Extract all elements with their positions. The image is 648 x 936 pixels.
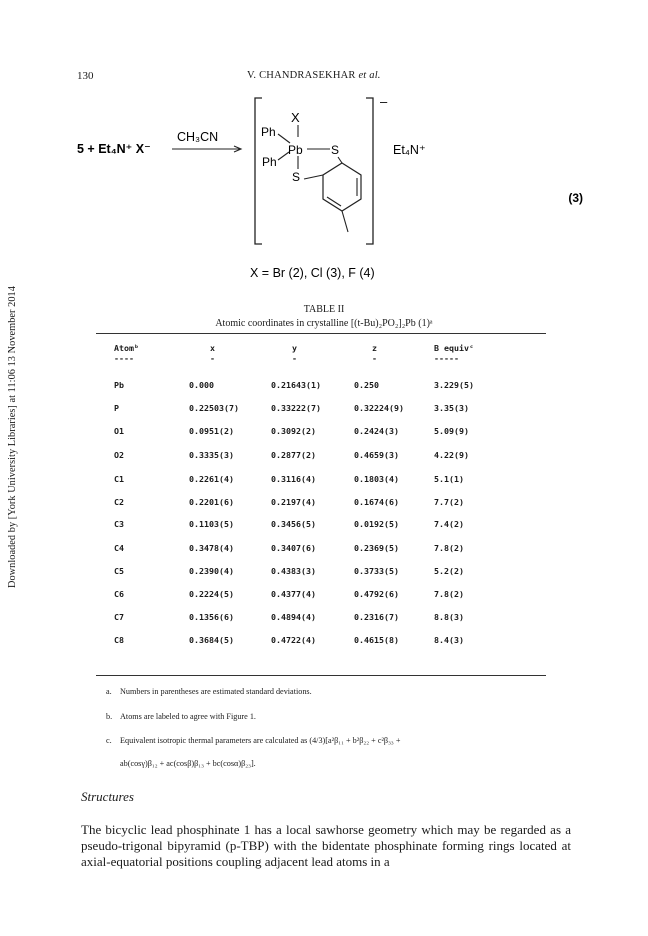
cell-y: 0.4377(4) bbox=[271, 589, 316, 599]
cell-atom: C4 bbox=[114, 543, 124, 553]
footnote-label: a. bbox=[106, 687, 112, 696]
section-heading: Structures bbox=[81, 789, 134, 804]
cell-b: 8.8(3) bbox=[434, 612, 464, 622]
cell-x: 0.2224(5) bbox=[189, 589, 234, 599]
footnote-label: b. bbox=[106, 712, 113, 721]
atom-x: X bbox=[291, 110, 300, 125]
cell-z: 0.2424(3) bbox=[354, 426, 399, 436]
bond-pb-ph-upper bbox=[278, 134, 290, 143]
cell-b: 5.09(9) bbox=[434, 426, 469, 436]
cell-x: 0.0951(2) bbox=[189, 426, 234, 436]
header-underline-atom: ---- bbox=[114, 353, 134, 363]
cell-b: 5.2(2) bbox=[434, 566, 464, 576]
table-header-underline-row bbox=[96, 353, 556, 365]
cell-y: 0.21643(1) bbox=[271, 380, 321, 390]
cell-atom: C5 bbox=[114, 566, 124, 576]
cell-atom: O2 bbox=[114, 450, 124, 460]
atom-ph-upper: Ph bbox=[261, 125, 276, 139]
anion-charge: – bbox=[380, 94, 388, 109]
header-underline-b: ----- bbox=[434, 353, 459, 363]
cell-x: 0.2261(4) bbox=[189, 474, 234, 484]
cell-z: 0.3733(5) bbox=[354, 566, 399, 576]
cell-y: 0.4894(4) bbox=[271, 612, 316, 622]
cell-b: 5.1(1) bbox=[434, 474, 464, 484]
cell-z: 0.2316(7) bbox=[354, 612, 399, 622]
cell-x: 0.3478(4) bbox=[189, 543, 234, 553]
cell-b: 4.22(9) bbox=[434, 450, 469, 460]
footnote-label: c. bbox=[106, 736, 112, 745]
cell-y: 0.3116(4) bbox=[271, 474, 316, 484]
atom-pb: Pb bbox=[288, 143, 303, 157]
cell-atom: C6 bbox=[114, 589, 124, 599]
header-b-equiv: B equivᶜ bbox=[434, 343, 474, 353]
table-row bbox=[96, 519, 556, 531]
header-y: y bbox=[292, 343, 297, 353]
cell-atom: C7 bbox=[114, 612, 124, 622]
footnote-text: Atoms are labeled to agree with Figure 1. bbox=[120, 712, 256, 721]
header-atom: Atomᵇ bbox=[114, 343, 139, 353]
cell-y: 0.3092(2) bbox=[271, 426, 316, 436]
table-row bbox=[96, 612, 556, 624]
right-bracket bbox=[366, 98, 373, 244]
table-row bbox=[96, 426, 556, 438]
cell-b: 7.8(2) bbox=[434, 543, 464, 553]
left-bracket bbox=[255, 98, 262, 244]
cell-z: 0.32224(9) bbox=[354, 403, 404, 413]
cell-b: 3.35(3) bbox=[434, 403, 469, 413]
footnote-text: Numbers in parentheses are estimated standard deviations. bbox=[120, 687, 312, 696]
table-row bbox=[96, 589, 556, 601]
cell-b: 3.229(5) bbox=[434, 380, 474, 390]
cell-y: 0.2197(4) bbox=[271, 497, 316, 507]
cell-b: 8.4(3) bbox=[434, 635, 464, 645]
cell-atom: O1 bbox=[114, 426, 124, 436]
table-row bbox=[96, 543, 556, 555]
cell-y: 0.3456(5) bbox=[271, 519, 316, 529]
footnote-text: Equivalent isotropic thermal parameters are calculated as (4/3)[a²β₁₁ + b²β₂₂ + c²β₃₃ + bbox=[120, 736, 401, 745]
scheme-solvent: CH₃CN bbox=[177, 130, 219, 144]
cell-x: 0.3684(5) bbox=[189, 635, 234, 645]
cell-b: 7.8(2) bbox=[434, 589, 464, 599]
cell-x: 0.000 bbox=[189, 380, 214, 390]
bond-s-ring-right bbox=[338, 157, 342, 163]
cell-y: 0.4722(4) bbox=[271, 635, 316, 645]
scheme-reactant: 5 + Et₄N⁺ X⁻ bbox=[77, 142, 151, 156]
table-row bbox=[96, 380, 556, 392]
table-row bbox=[96, 566, 556, 578]
cell-z: 0.1803(4) bbox=[354, 474, 399, 484]
body-paragraph: The bicyclic lead phosphinate 1 has a local sawhorse geometry which may be regarded as a pseudo-trigonal bipyramid (p-TBP) with the bidentate phosphinate forming rings located at axial-equatorial positions coupling adjacent lead atoms in a bbox=[81, 822, 571, 869]
cell-z: 0.1674(6) bbox=[354, 497, 399, 507]
cell-atom: P bbox=[114, 403, 119, 413]
header-underline-z: - bbox=[372, 353, 377, 363]
running-head-etal: et al. bbox=[358, 70, 381, 81]
cell-z: 0.250 bbox=[354, 380, 379, 390]
cell-atom: C3 bbox=[114, 519, 124, 529]
cell-y: 0.4383(3) bbox=[271, 566, 316, 576]
table-title: TABLE II bbox=[303, 304, 345, 315]
benzene-ring bbox=[323, 163, 361, 211]
page-number: 130 bbox=[77, 70, 94, 82]
atom-s-lower: S bbox=[292, 170, 301, 184]
bond-s-ring bbox=[304, 175, 323, 179]
cell-b: 7.7(2) bbox=[434, 497, 464, 507]
header-underline-x: - bbox=[210, 353, 215, 363]
cell-y: 0.2877(2) bbox=[271, 450, 316, 460]
table-row bbox=[96, 497, 556, 509]
table-bottom-rule bbox=[96, 675, 546, 676]
cell-atom: C2 bbox=[114, 497, 124, 507]
cell-b: 7.4(2) bbox=[434, 519, 464, 529]
cell-atom: C1 bbox=[114, 474, 124, 484]
table-row bbox=[96, 403, 556, 415]
cell-x: 0.22503(7) bbox=[189, 403, 239, 413]
scheme-caption: X = Br (2), Cl (3), F (4) bbox=[250, 266, 375, 280]
equation-number: (3) bbox=[568, 191, 583, 205]
table-row bbox=[96, 474, 556, 486]
cell-z: 0.4792(6) bbox=[354, 589, 399, 599]
download-watermark: Downloaded by [York University Libraries] at 11:06 13 November 2014 bbox=[7, 286, 18, 588]
cell-z: 0.0192(5) bbox=[354, 519, 399, 529]
cell-z: 0.4659(3) bbox=[354, 450, 399, 460]
cell-x: 0.2390(4) bbox=[189, 566, 234, 576]
cell-x: 0.3335(3) bbox=[189, 450, 234, 460]
cell-y: 0.3407(6) bbox=[271, 543, 316, 553]
reaction-scheme bbox=[0, 0, 648, 300]
table-row bbox=[96, 450, 556, 462]
cell-z: 0.2369(5) bbox=[354, 543, 399, 553]
table-top-rule bbox=[96, 333, 546, 334]
cell-atom: C8 bbox=[114, 635, 124, 645]
methyl-bond bbox=[342, 211, 348, 232]
cell-x: 0.1103(5) bbox=[189, 519, 234, 529]
cell-y: 0.33222(7) bbox=[271, 403, 321, 413]
header-x: x bbox=[210, 343, 215, 353]
table-caption: Atomic coordinates in crystalline [(t-Bu)₂PO₂]₂Pb (1)ᵃ bbox=[215, 318, 433, 329]
atom-s-right: S bbox=[331, 143, 340, 157]
running-head-author: V. CHANDRASEKHAR bbox=[247, 70, 356, 81]
footnote-text: ab(cosγ)β₁₂ + ac(cosβ)β₁₃ + bc(cosα)β₂₃]. bbox=[120, 759, 256, 768]
scheme-cation: Et₄N⁺ bbox=[393, 143, 426, 157]
cell-z: 0.4615(8) bbox=[354, 635, 399, 645]
cell-x: 0.2201(6) bbox=[189, 497, 234, 507]
atom-ph-lower: Ph bbox=[262, 155, 277, 169]
cell-x: 0.1356(6) bbox=[189, 612, 234, 622]
cell-atom: Pb bbox=[114, 380, 124, 390]
ring-double-bond-2 bbox=[327, 197, 341, 206]
header-z: z bbox=[372, 343, 377, 353]
header-underline-y: - bbox=[292, 353, 297, 363]
table-row bbox=[96, 635, 556, 647]
